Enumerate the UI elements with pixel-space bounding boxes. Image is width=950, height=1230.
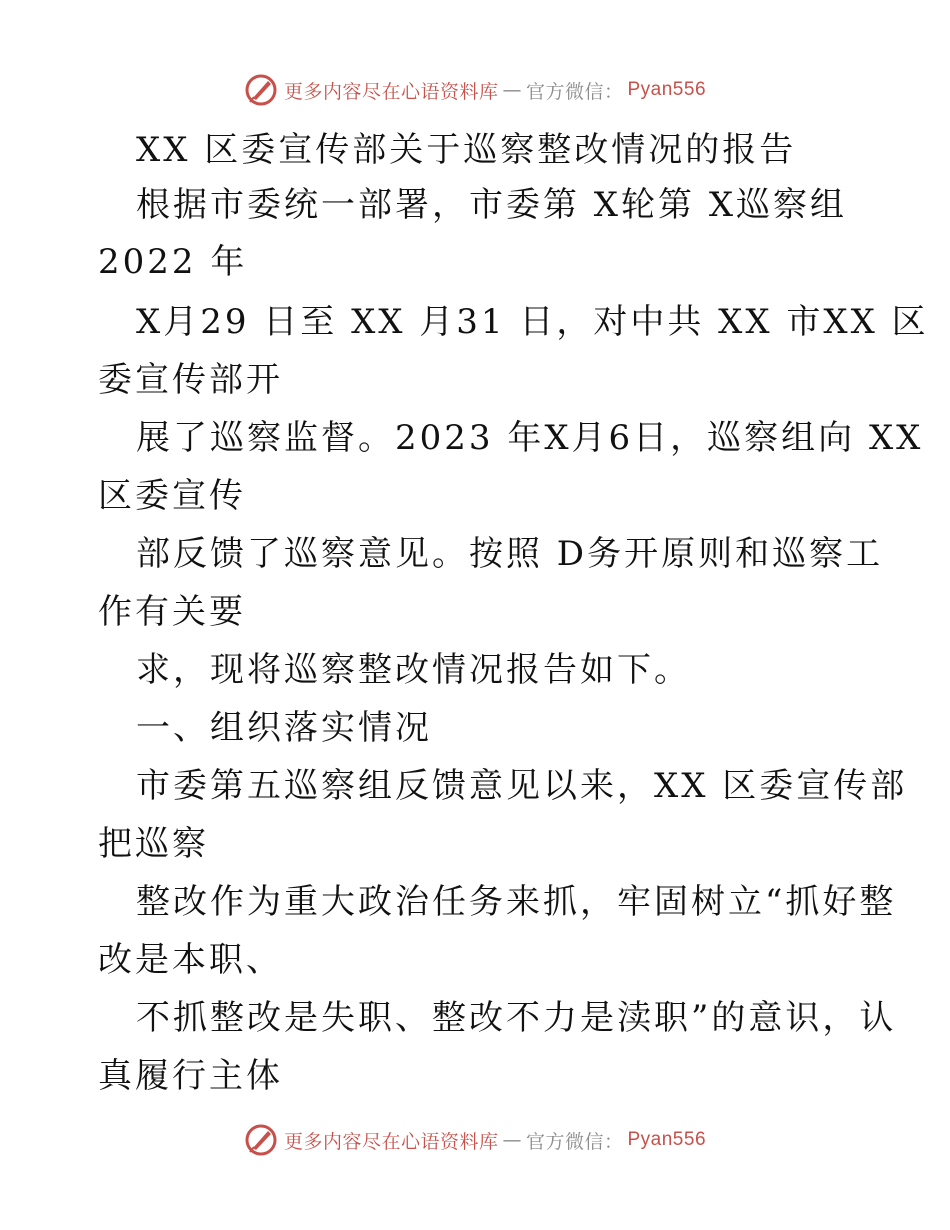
doc-line: 委宣传部开 (98, 360, 283, 400)
quill-logo-icon (244, 1123, 278, 1157)
watermark-label: 官方微信： (525, 80, 624, 103)
doc-line: 部反馈了巡察意见。按照 D务开原则和巡察工 (136, 534, 884, 574)
doc-line: 整改作为重大政治任务来抓，牢固树立“抓好整 (136, 882, 897, 922)
watermark-id: Pyan556 (627, 1129, 707, 1150)
doc-line: 2022 年 (98, 242, 248, 282)
doc-line: 改是本职、 (98, 940, 283, 980)
doc-line: 求，现将巡察整改情况报告如下。 (136, 650, 691, 690)
doc-line: 展了巡察监督。2023 年X月6日，巡察组向 XX (136, 418, 924, 458)
doc-line: 市委第五巡察组反馈意见以来，XX 区委宣传部 (136, 766, 908, 806)
watermark-id: Pyan556 (627, 79, 707, 100)
doc-line: X月29 日至 XX 月31 日，对中共 XX 市XX 区 (136, 302, 929, 342)
doc-line: 不抓整改是失职、整改不力是渎职”的意识，认 (136, 998, 897, 1038)
section-heading: 一、组织落实情况 (136, 708, 432, 748)
quill-logo-icon (244, 73, 278, 107)
header-watermark (0, 70, 950, 110)
watermark-brand: 更多内容尽在心语资料库 (283, 1130, 499, 1153)
watermark-dash: — (502, 1129, 522, 1151)
footer-watermark (0, 1120, 950, 1160)
doc-title: XX 区委宣传部关于巡察整改情况的报告 (136, 130, 797, 170)
doc-line: 真履行主体 (98, 1056, 283, 1096)
doc-line: 把巡察 (98, 824, 209, 864)
watermark-dash: — (502, 79, 522, 101)
doc-line: 根据市委统一部署，市委第 X轮第 X巡察组 (136, 185, 848, 225)
watermark-label: 官方微信： (525, 1130, 624, 1153)
watermark-brand: 更多内容尽在心语资料库 (283, 80, 499, 103)
doc-line: 区委宣传 (98, 476, 246, 516)
doc-line: 作有关要 (98, 592, 246, 632)
